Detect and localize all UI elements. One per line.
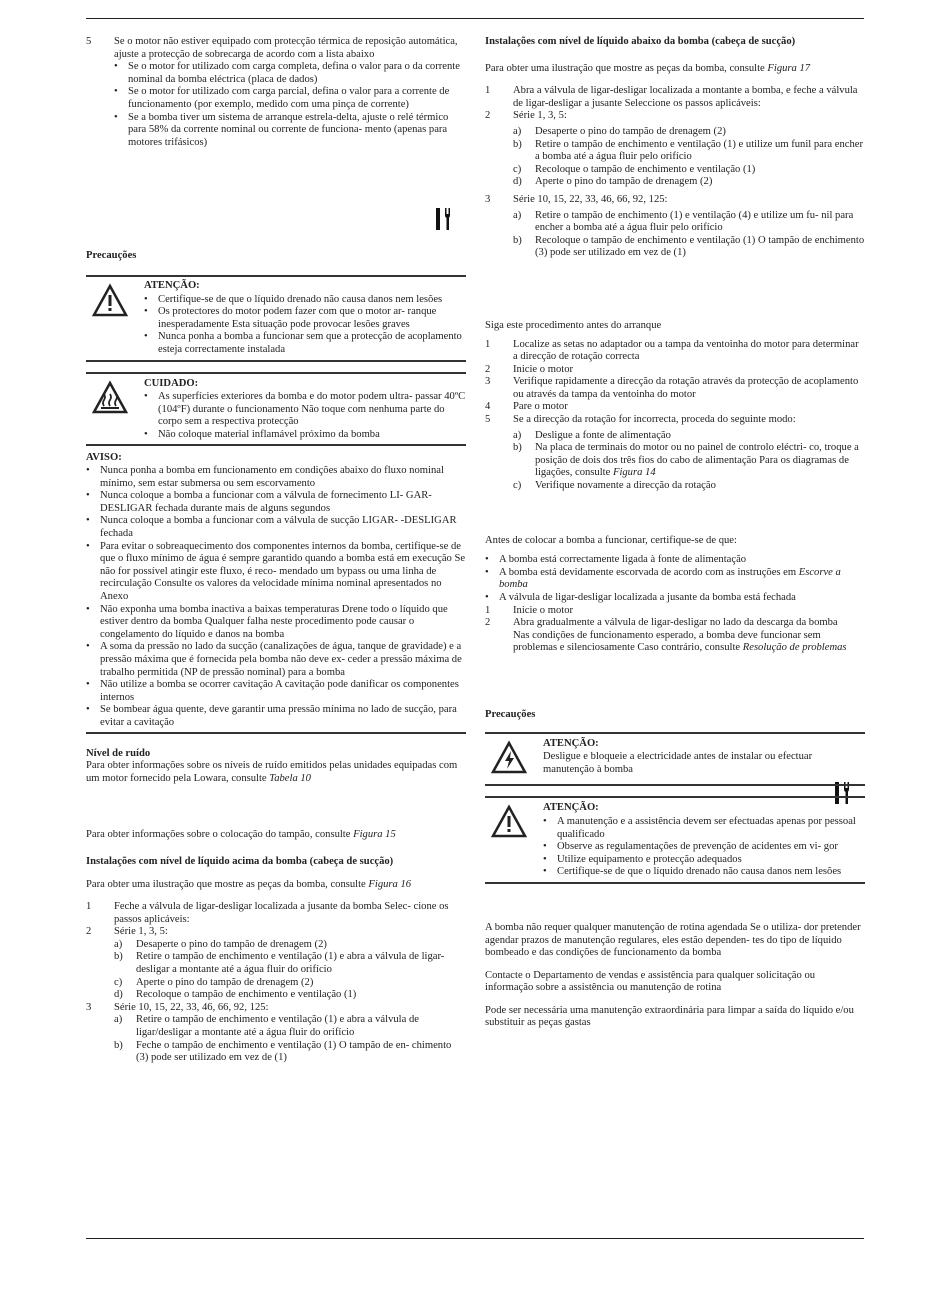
cuidado-box: [86, 372, 466, 447]
substep: a) Retire o tampão de enchimento e ventilação (1) e abra a válvula de ligar/desligar a montante até a água fluir do orifício: [114, 1014, 419, 1039]
step: 1 Feche a válvula de ligar-desligar localizada a jusante da bomba Selec- cione os passos aplicáveis:: [86, 901, 449, 925]
hot-surface-icon: [92, 380, 128, 416]
step: 4 Pare o motor: [485, 401, 568, 413]
atencao-electric-box: [485, 732, 865, 787]
right-column: [485, 36, 865, 1030]
bullet: • Se a bomba tiver um sistema de arranque estrela-delta, ajuste o relé térmico para 58% da corrente nominal ou corrente de funciona- mento (apenas para motores trifásicos): [114, 112, 466, 150]
step-number: 5: [86, 36, 92, 47]
paragraph: Antes de colocar a bomba a funcionar, certifique-se de que:: [485, 534, 737, 546]
bullet: • Nunca ponha a bomba em funcionamento em condições abaixo do fluxo nominal mínimo, sem estar submersa ou sem escorvamento: [86, 465, 466, 490]
box-title: ATENÇÃO:: [144, 279, 200, 291]
bottom-rule: [86, 1238, 864, 1239]
step: 2 Inicie o motor: [485, 363, 574, 375]
aviso-title: AVISO:: [86, 452, 122, 464]
box-title: ATENÇÃO:: [543, 737, 599, 749]
figure-link[interactable]: Figura 14: [612, 467, 656, 479]
substep: c) Aperte o pino do tampão de drenagem (2): [114, 976, 314, 988]
bullet: • Para evitar o sobreaquecimento dos componentes internos da bomba, certifique-se de que o fluxo mínimo de água é sempre garantido quando a bomba está em execução Se não for possível atingir este fluxo, é reco- mendado um bypass ou uma linha de recirculação Consulte os valores da velocidade mínima nominal apresentados no Anexo: [86, 541, 466, 604]
step: 1 Abra a válvula de ligar-desligar localizada a montante a bomba, e feche a válvula de ligar-desligar a jusante Seleccione os passos aplicáveis:: [485, 85, 858, 109]
paragraph: Para obter uma ilustração que mostre as peças da bomba, consulte Figura 17: [485, 62, 811, 74]
step: 5 Se a direcção da rotação for incorrecta, proceda do seguinte modo:: [485, 414, 796, 426]
substep: d) Recoloque o tampão de enchimento e ventilação (1): [114, 989, 357, 1001]
bullet: • Certifique-se de que o líquido drenado não causa danos nem lesões: [543, 866, 865, 879]
bullet: • Não exponha uma bomba inactiva a baixas temperaturas Drene todo o líquido que estiver dentro da bomba Qualquer falha neste procedimento pode causar o congelamento do líquido e danos na bomba: [86, 604, 466, 642]
substep: b) Retire o tampão de enchimento e ventilação (1) e utilize um funil para encher a bomba até a água fluir pelo orifício: [513, 138, 863, 163]
bullet: • A bomba está devidamente escorvada de acordo com as instruções em Escorve a bomba: [485, 567, 865, 592]
step: 2 Abra gradualmente a válvula de ligar-desligar no lado da descarga da bomba Nas condições de funcionamento esperado, a bomba deve funcionar sem problemas e silenciosamente Caso contrário, consulte Resolução de problemas: [485, 617, 847, 654]
section-heading: Precauções: [485, 708, 536, 720]
section-heading: Nível de ruído: [86, 747, 151, 759]
paragraph: Para obter informações sobre os níveis de ruído emitidos pelas unidades equipadas com um motor fornecido pela Lowara, consulte Tabela 10: [86, 760, 458, 784]
section-link[interactable]: Resolução de problemas: [742, 642, 847, 654]
bullet: • A manutenção e a assistência devem ser efectuadas apenas por pessoal qualificado: [543, 816, 865, 841]
section-heading: Precauções: [86, 250, 137, 262]
aviso-block: [86, 452, 466, 733]
box-title: CUIDADO:: [144, 377, 199, 389]
atencao-box: [86, 275, 466, 362]
paragraph: Para obter informações sobre o colocação do tampão, consulte Figura 15: [86, 829, 396, 841]
step: 3 Verifique rapidamente a direcção da rotação através da protecção de acoplamento ou através da tampa da ventoinha do motor: [485, 376, 859, 400]
bullet: • Nunca coloque a bomba a funcionar com a válvula de fornecimento LI- GAR-DESLIGAR fechada durante mais de alguns segundos: [86, 490, 466, 515]
paragraph: Siga este procedimento antes do arranque: [485, 319, 662, 331]
bullet: • Nunca ponha a bomba a funcionar sem que a protecção de acoplamento esteja correctamente instalada: [144, 331, 466, 356]
substep: a) Retire o tampão de enchimento (1) e ventilação (4) e utilize um fu- nil para encher a bomba até a água fluir pelo orifício: [513, 209, 854, 234]
bullet: • Não utilize a bomba se ocorrer cavitação A cavitação pode danificar os componentes internos: [86, 679, 466, 704]
paragraph: Para obter uma ilustração que mostre as peças da bomba, consulte Figura 16: [86, 878, 412, 890]
bullet: • A válvula de ligar-desligar localizada a jusante da bomba está fechada: [485, 592, 865, 605]
bullet: • Os protectores do motor podem fazer com que o motor ar- ranque inesperadamente Esta situação pode provocar lesões graves: [144, 306, 466, 331]
step-text: Se o motor não estiver equipado com protecção térmica de reposição automática, ajuste a protecção de sobrecarga de acordo com a lista abaixo: [114, 36, 458, 60]
step: 2 Série 1, 3, 5:: [86, 926, 168, 938]
bullet: • Utilize equipamento e protecção adequados: [543, 854, 865, 867]
substep: b) Na placa de terminais do motor ou no painel de controlo eléctri- co, troque a posição de dois dos três fios do cabo de alimentação Para os diagramas de ligações, consulte Figura 14: [513, 442, 859, 479]
bullet: • Se bombear água quente, deve garantir uma pressão mínima no lado de sucção, para evitar a cavitação: [86, 704, 466, 729]
atencao-box: [485, 796, 865, 884]
bullet: • Se o motor for utilizado com carga completa, defina o valor para o da corrente nominal da bomba eléctrica (placa de dados): [114, 61, 466, 86]
bullet: • Observe as regulamentações de prevenção de acidentes em vi- gor: [543, 841, 865, 854]
paragraph: A bomba não requer qualquer manutenção de rotina agendada Se o utiliza- dor pretender agendar prazos de manutenção regulares, eles estão dependen- tes do tipo de líquido bombeado e das condições de funcionamento da bomba: [485, 921, 861, 959]
bullet: • Se o motor for utilizado com carga parcial, defina o valor para a corrente de funcionamento (por exemplo, medido com uma pinça de corrente): [114, 86, 466, 111]
warning-icon: [491, 804, 527, 840]
bullet: • A soma da pressão no lado da sucção (canalizações de água, tanque de gravidade) e a pressão máxima que é fornecida pela bomba não deve ex- ceder a pressão máxima de trabalho permitida (NP de pressão nominal) para a bomba: [86, 641, 466, 679]
substep: a) Desaperte o pino do tampão de drenagem (2): [513, 125, 726, 137]
figure-link[interactable]: Figura 16: [368, 878, 412, 890]
substep: b) Retire o tampão de enchimento e ventilação (1) e abra a válvula de ligar-desligar a montante até a água fluir do orifício: [114, 951, 445, 976]
section-heading: Instalações com nível de líquido acima da bomba (cabeça de sucção): [86, 855, 394, 867]
box-text: Desligue e bloqueie a electricidade antes de instalar ou efectuar manutenção à bomba: [543, 751, 813, 775]
bullet: • Certifique-se de que o líquido drenado não causa danos nem lesões: [144, 294, 466, 307]
figure-link[interactable]: Figura 17: [767, 62, 811, 74]
substep: b) Feche o tampão de enchimento e ventilação (1) O tampão de en- chimento (3) pode ser utilizado em vez de (1): [114, 1039, 452, 1064]
substep: d) Aperte o pino do tampão de drenagem (2): [513, 176, 713, 188]
substep: c) Recoloque o tampão de enchimento e ventilação (1): [513, 163, 756, 175]
step: 2 Série 1, 3, 5:: [485, 110, 567, 122]
step: 3 Série 10, 15, 22, 33, 46, 66, 92, 125:: [86, 1001, 269, 1013]
left-column: [86, 36, 466, 1065]
bullet: • A bomba está correctamente ligada à fonte de alimentação: [485, 554, 865, 567]
bullet: • As superfícies exteriores da bomba e do motor podem ultra- passar 40ºC (104ºF) durante o funcionamento Não toque com nenhuma parte do corpo sem a respectiva protecção: [144, 391, 466, 429]
step-5: [86, 36, 466, 149]
step: 1 Localize as setas no adaptador ou a tampa da ventoinha do motor para determinar a direcção de rotação correcta: [485, 338, 859, 363]
bullet: • Nunca coloque a bomba a funcionar com a válvula de sucção LIGAR- -DESLIGAR fechada: [86, 515, 466, 540]
substep: a) Desligue a fonte de alimentação: [513, 429, 671, 441]
substep: c) Verifique novamente a direcção da rotação: [513, 480, 716, 492]
substep: a) Desaperte o pino do tampão de drenagem (2): [114, 938, 327, 950]
paragraph: Pode ser necessária uma manutenção extraordinária para limpar a saída do líquido e/ou substituir as peças gastas: [485, 1004, 854, 1029]
substep: b) Recoloque o tampão de enchimento e ventilação (1) O tampão de enchimento (3) pode ser utilizado em vez de (1): [513, 234, 865, 259]
table-link[interactable]: Tabela 10: [269, 772, 311, 784]
tools-icon: [434, 206, 454, 237]
warning-icon: [92, 283, 128, 319]
box-title: ATENÇÃO:: [543, 802, 599, 814]
bullet: • Não coloque material inflamável próximo da bomba: [144, 429, 466, 442]
electric-warning-icon: [491, 740, 527, 776]
section-link[interactable]: Escorve a bomba: [499, 566, 841, 591]
paragraph: Contacte o Departamento de vendas e assistência para qualquer solicitação ou informação sobre a assistência ou manutenção de rotina: [485, 969, 816, 994]
top-rule: [86, 18, 864, 19]
figure-link[interactable]: Figura 15: [353, 829, 396, 841]
step: 3 Série 10, 15, 22, 33, 46, 66, 92, 125:: [485, 193, 668, 205]
step: 1 Inicie o motor: [485, 604, 574, 616]
section-heading: Instalações com nível de líquido abaixo da bomba (cabeça de sucção): [485, 36, 796, 47]
